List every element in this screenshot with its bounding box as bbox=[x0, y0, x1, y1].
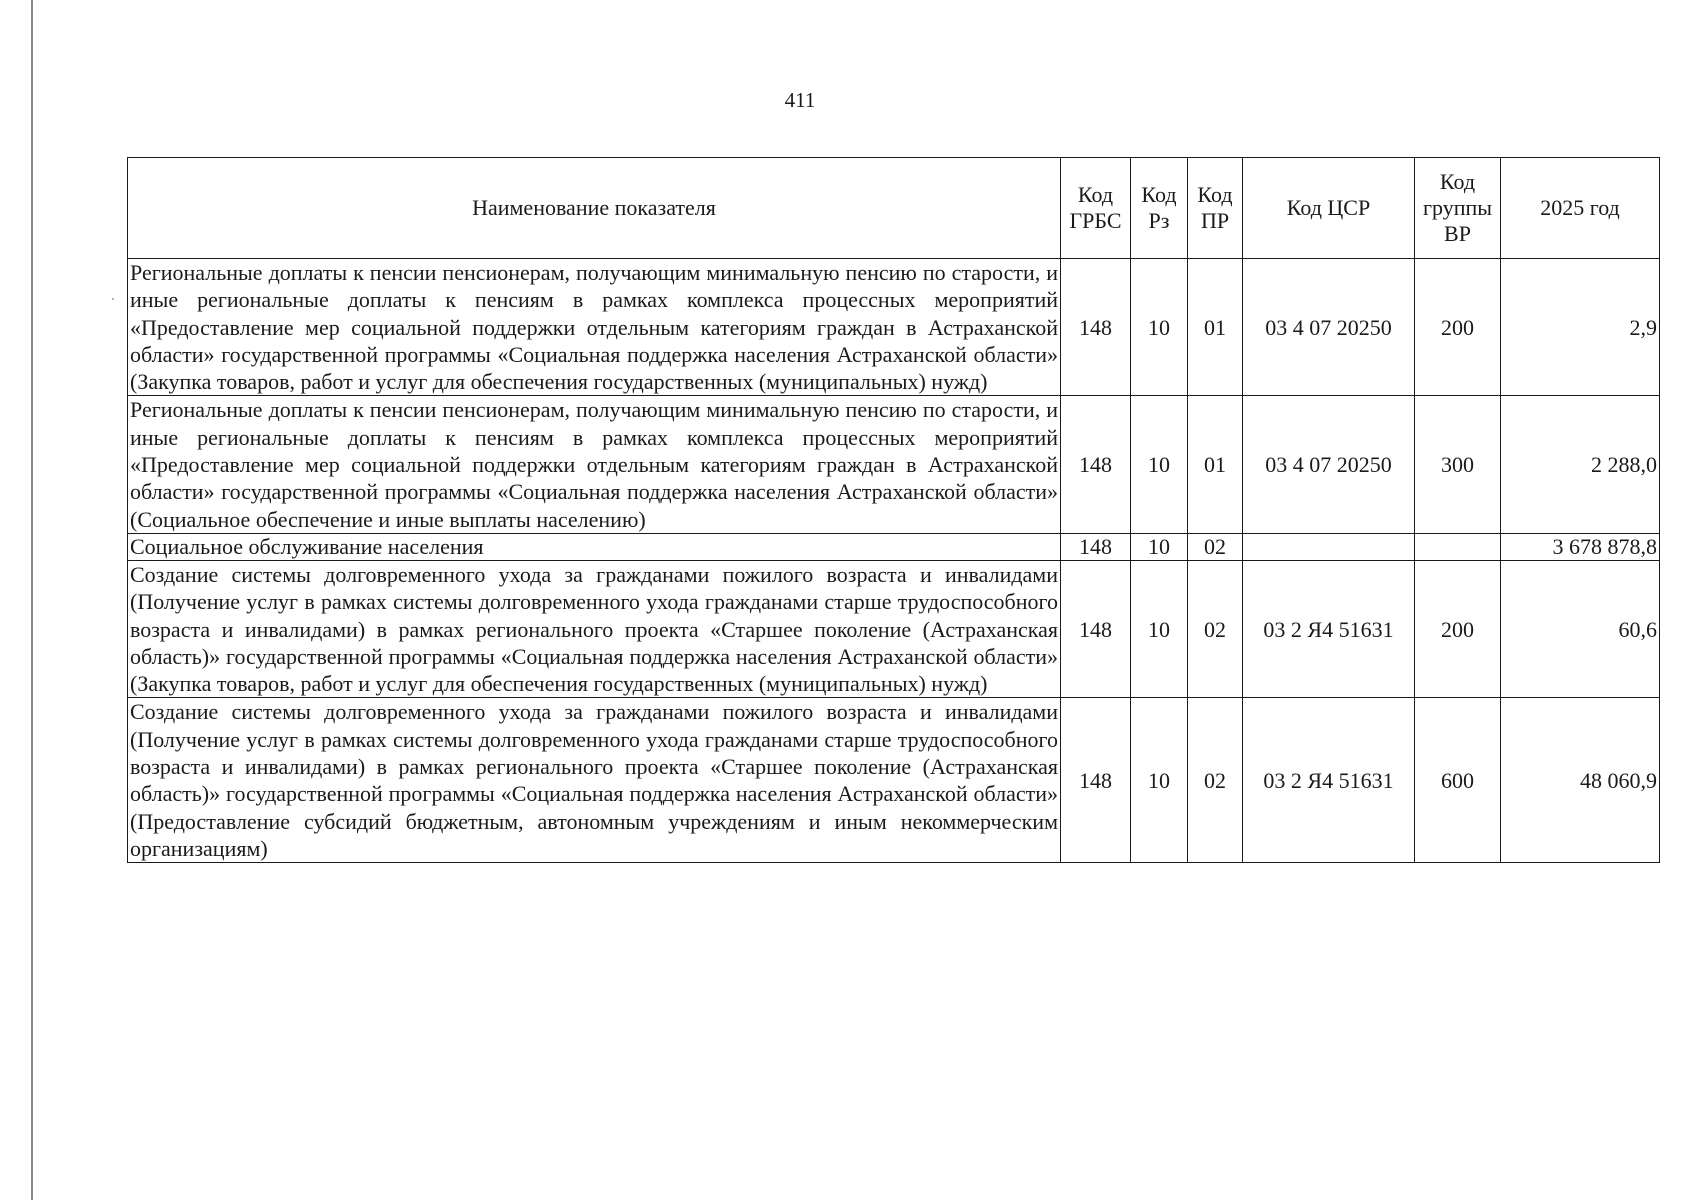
row-amount: 3 678 878,8 bbox=[1501, 533, 1660, 560]
header-csr: Код ЦСР bbox=[1243, 158, 1415, 259]
row-pr: 01 bbox=[1188, 259, 1243, 396]
budget-table bbox=[127, 157, 1660, 863]
row-amount: 60,6 bbox=[1501, 560, 1660, 697]
row-pr: 02 bbox=[1188, 698, 1243, 863]
row-amount: 48 060,9 bbox=[1501, 698, 1660, 863]
row-csr bbox=[1243, 533, 1415, 560]
header-vr: Код группы ВР bbox=[1415, 158, 1501, 259]
row-vr: 600 bbox=[1415, 698, 1501, 863]
header-year: 2025 год bbox=[1501, 158, 1660, 259]
row-name: Региональные доплаты к пенсии пенсионерам, получающим минимальную пенсию по старости, и иные региональные доплаты к пенсиям в рамках комплекса процессных мероприятий «Предоставление мер социальной поддержки отдельным категориям граждан в Астраханской области» государственной программы «Социальная поддержка населения Астраханской области» (Закупка товаров, работ и услуг для обеспечения государственных (муниципальных) нужд) bbox=[128, 259, 1061, 396]
row-csr: 03 4 07 20250 bbox=[1243, 396, 1415, 533]
row-rz: 10 bbox=[1131, 560, 1188, 697]
row-name: Региональные доплаты к пенсии пенсионерам, получающим минимальную пенсию по старости, и иные региональные доплаты к пенсиям в рамках комплекса процессных мероприятий «Предоставление мер социальной поддержки отдельным категориям граждан в Астраханской области» государственной программы «Социальная поддержка населения Астраханской области» (Социальное обеспечение и иные выплаты населению) bbox=[128, 396, 1061, 533]
row-grbs: 148 bbox=[1061, 396, 1131, 533]
row-vr: 300 bbox=[1415, 396, 1501, 533]
row-amount: 2 288,0 bbox=[1501, 396, 1660, 533]
row-rz: 10 bbox=[1131, 259, 1188, 396]
row-pr: 02 bbox=[1188, 533, 1243, 560]
row-pr: 01 bbox=[1188, 396, 1243, 533]
row-rz: 10 bbox=[1131, 533, 1188, 560]
row-csr: 03 2 Я4 51631 bbox=[1243, 560, 1415, 697]
row-grbs: 148 bbox=[1061, 560, 1131, 697]
row-csr: 03 4 07 20250 bbox=[1243, 259, 1415, 396]
row-grbs: 148 bbox=[1061, 533, 1131, 560]
page-number: 411 bbox=[784, 88, 816, 112]
row-name: Создание системы долговременного ухода за гражданами пожилого возраста и инвалидами (Получение услуг в рамках системы долговременного ухода гражданами старше трудоспособного возраста и инвалидами) в рамках регионального проекта «Старшее поколение (Астраханская область)» государственной программы «Социальная поддержка населения Астраханской области» (Закупка товаров, работ и услуг для обеспечения государственных (муниципальных) нужд) bbox=[128, 560, 1061, 697]
row-csr: 03 2 Я4 51631 bbox=[1243, 698, 1415, 863]
row-grbs: 148 bbox=[1061, 259, 1131, 396]
table-row bbox=[128, 533, 1660, 560]
row-pr: 02 bbox=[1188, 560, 1243, 697]
binding-margin-line bbox=[31, 0, 33, 1200]
header-grbs: Код ГРБС bbox=[1061, 158, 1131, 259]
table-row bbox=[128, 698, 1660, 863]
row-grbs: 148 bbox=[1061, 698, 1131, 863]
row-vr bbox=[1415, 533, 1501, 560]
header-name: Наименование показателя bbox=[128, 158, 1061, 259]
table-row bbox=[128, 396, 1660, 533]
row-vr: 200 bbox=[1415, 259, 1501, 396]
row-vr: 200 bbox=[1415, 560, 1501, 697]
row-name: Социальное обслуживание населения bbox=[128, 533, 1061, 560]
header-pr: Код ПР bbox=[1188, 158, 1243, 259]
scan-speck bbox=[112, 298, 114, 300]
header-rz: Код Рз bbox=[1131, 158, 1188, 259]
table-row bbox=[128, 560, 1660, 697]
row-rz: 10 bbox=[1131, 396, 1188, 533]
row-amount: 2,9 bbox=[1501, 259, 1660, 396]
table-header-row bbox=[128, 158, 1660, 259]
table-row bbox=[128, 259, 1660, 396]
row-rz: 10 bbox=[1131, 698, 1188, 863]
row-name: Создание системы долговременного ухода за гражданами пожилого возраста и инвалидами (Получение услуг в рамках системы долговременного ухода гражданами старше трудоспособного возраста и инвалидами) в рамках регионального проекта «Старшее поколение (Астраханская область)» государственной программы «Социальная поддержка населения Астраханской области» (Предоставление субсидий бюджетным, автономным учреждениям и иным некоммерческим организациям) bbox=[128, 698, 1061, 863]
